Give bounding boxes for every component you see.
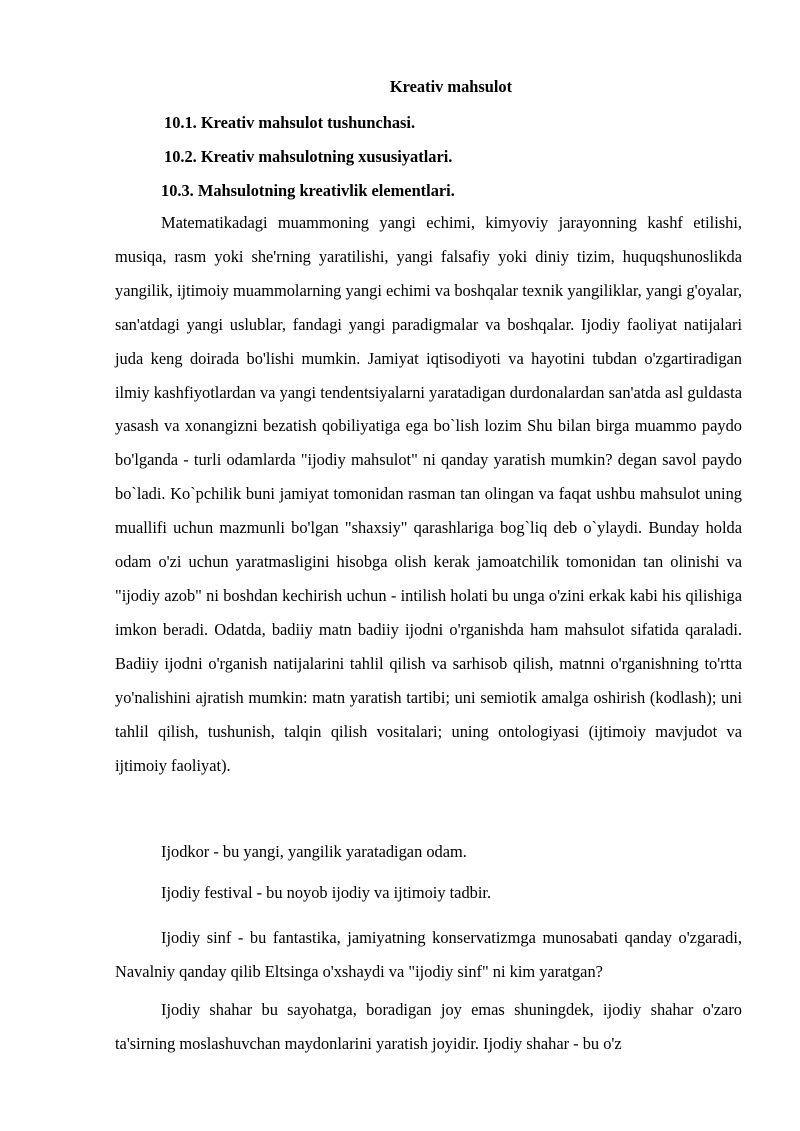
section-heading-10-1: 10.1. Kreativ mahsulot tushunchasi. [164, 113, 416, 132]
page-title: Kreativ mahsulot [389, 77, 513, 96]
body-paragraph-festival: Ijodiy festival - bu noyob ijodiy va ijtimoiy tadbir. [161, 883, 492, 902]
body-paragraph-ijodkor: Ijodkor - bu yangi, yangilik yaratadigan odam. [161, 842, 467, 861]
body-paragraph-main: Matematikadagi muammoning yangi echimi, kimyoviy jarayonning kashf etilishi, musiqa, rasm yoki she'rning yaratilishi, yangi falsafiy yoki diniy tizim, huquqshunoslikda yangilik, ijtimoiy muammolarning yangi echimi va boshqalar texnik yangiliklar, yangi g'oyalar, san'atdagi yangi uslublar, fandagi yangi paradigmalar va boshqalar. Ijodiy faoliyat natijalari juda keng doirada bo'lishi mumkin. Jamiyat iqtisodiyoti va hayotini tubdan o'zgartiradigan ilmiy kashfiyotlardan va yangi tendentsiyalarni yaratadigan durdonalardan san'atda asl guldasta yasash va xonangizni bezatish qobiliyatiga ega bo`lish lozim Shu bilan birga muammo paydo bo'lganda - turli odamlarda "ijodiy mahsulot" ni qanday yaratish mumkin? degan savol paydo bo`ladi. Ko`pchilik buni jamiyat tomonidan rasman tan olingan va faqat ushbu mahsulot uning muallifi uchun mazmunli bo'lgan "shaxsiy" qarashlariga bog`liq deb o`ylaydi. Bunday holda odam o'zi uchun yaratmasligini hisobga olish kerak jamoatchilik tomonidan tan olinishi va "ijodiy azob" ni boshdan kechirish uchun - intilish holati bu unga o'zini erkak kabi his qilishiga imkon beradi. Odatda, badiiy matn badiiy ijodni o'rganishda ham mahsulot sifatida qaraladi. Badiiy ijodni o'rganish natijalarini tahlil qilish va sarhisob qilish, matnni o'rganishning to'rtta yo'nalishini ajratish mumkin: matn yaratish tartibi; uni semiotik amalga oshirish (kodlash); uni tahlil qilish, tushunish, talqin qilish vositalari; uning ontologiyasi (ijtimoiy mavjudot va ijtimoiy faoliyat). [115, 213, 742, 775]
section-heading-10-2: 10.2. Kreativ mahsulotning xususiyatlari. [164, 147, 453, 166]
body-paragraph-sinf: Ijodiy sinf - bu fantastika, jamiyatning konservatizmga munosabati qanday o'zgaradi, Navalniy qanday qilib Eltsinga o'xshaydi va "ijodiy sinf" ni kim yaratgan? [115, 928, 742, 981]
section-heading-10-3: 10.3. Mahsulotning kreativlik elementlari. [161, 181, 455, 200]
body-paragraph-shahar: Ijodiy shahar bu sayohatga, boradigan joy emas shuningdek, ijodiy shahar o'zaro ta'sirning moslashuvchan maydonlarini yaratish joyidir. Ijodiy shahar - bu o'z [115, 1000, 742, 1053]
